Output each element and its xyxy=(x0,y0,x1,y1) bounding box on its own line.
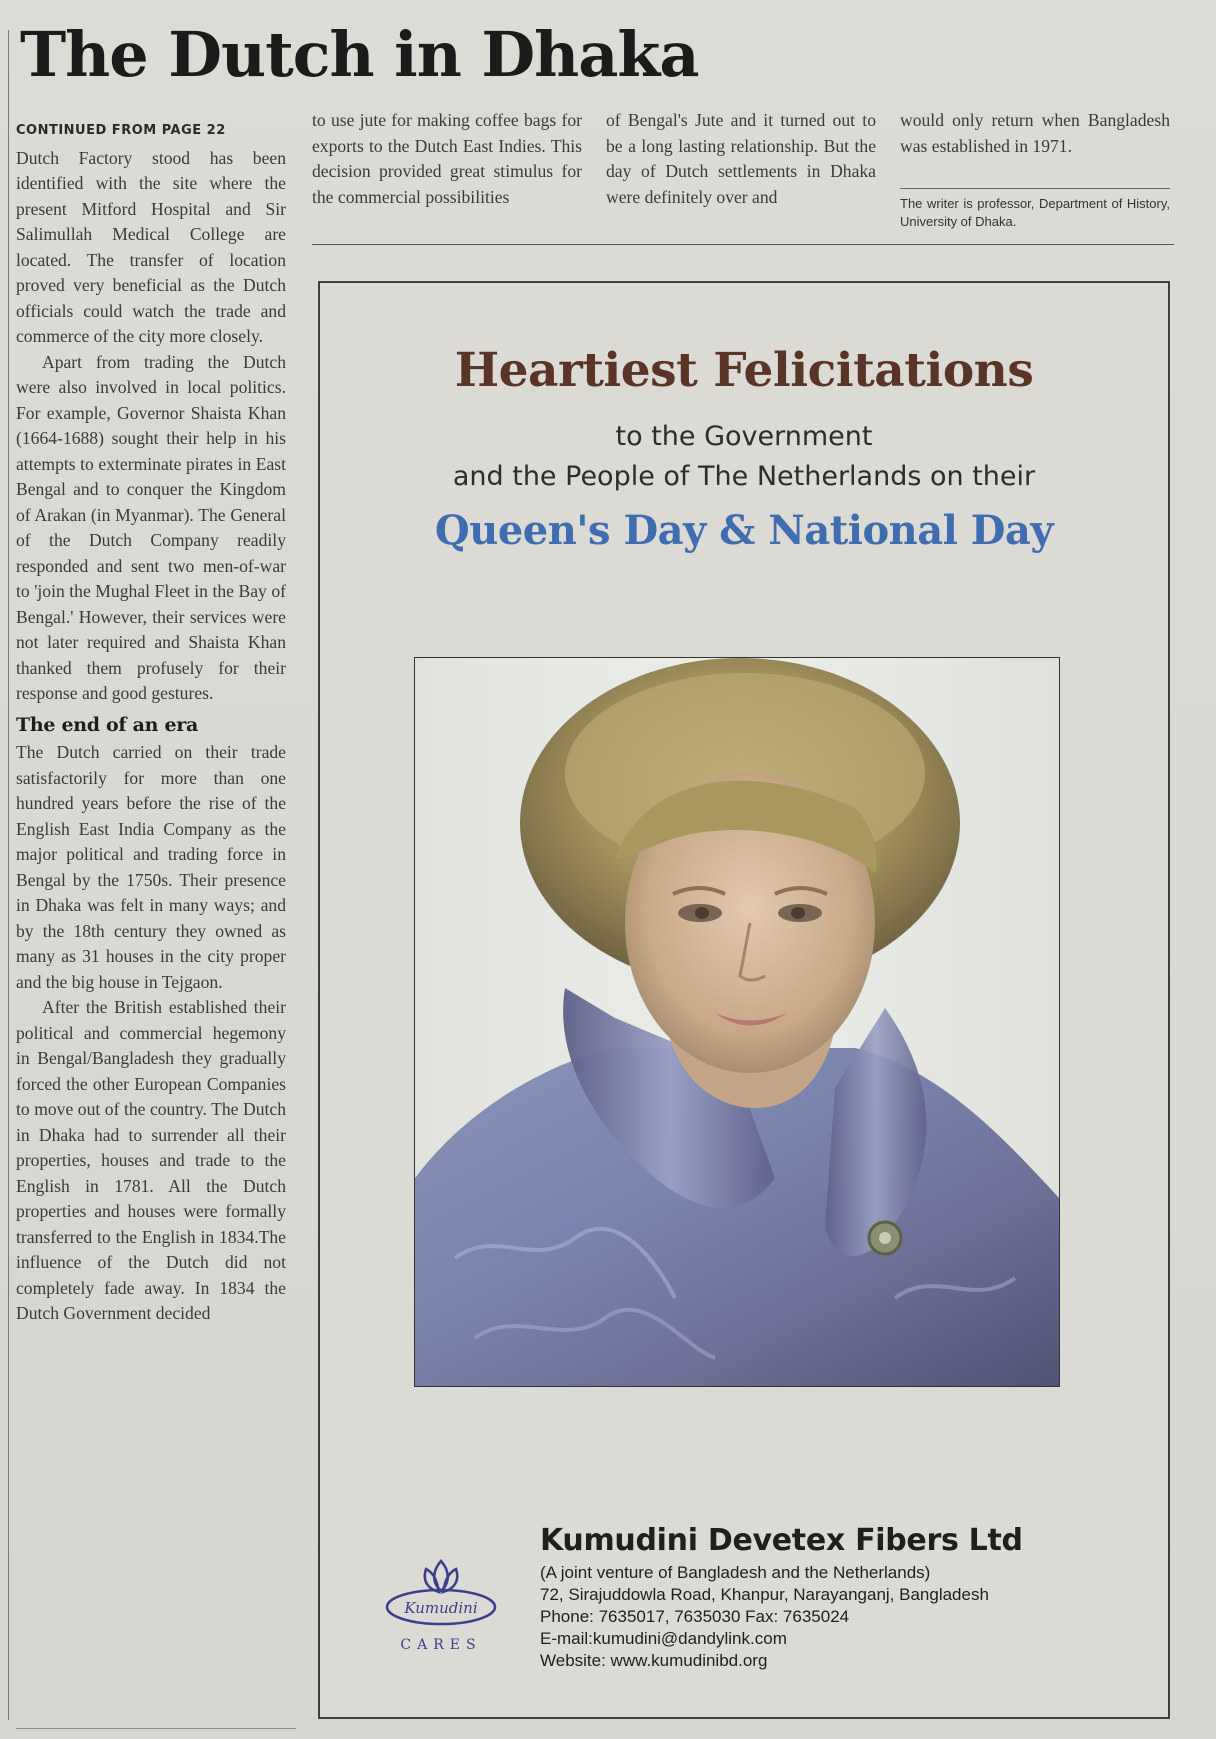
article-paragraph: After the British established their political and commercial hegemony in Bengal/Bangladesh they gradually forced the other European Companies to move out of the country. The Dutch in Dhaka had to surrender all their properties, houses and trade to the English in 1781. All the Dutch properties and houses were formally transferred to the English in 1834.The influence of the Dutch did not completely fade away. In 1834 the Dutch Government decided xyxy=(16,997,286,1323)
article-column-2 xyxy=(312,108,582,210)
article-column-3 xyxy=(606,108,876,210)
article-column-4 xyxy=(900,108,1170,159)
article-paragraph: The Dutch carried on their trade satisfactorily for more than one hundred years before the rise of the English East India Company as the major political and trading force in Bengal by the 1750s. Their presence in Dhaka was felt in many ways; and by the 18th century they owned as many as 31 houses in the city proper and the big house in Tejgaon. xyxy=(16,742,286,992)
logo-tagline-text: CARES xyxy=(400,1637,482,1653)
company-logo xyxy=(382,1553,500,1663)
article-paragraph: Apart from trading the Dutch were also involved in local politics. For example, Governor Shaista Khan (1664-1688) sought their help in his attempts to exterminate pirates in East Bengal and to conquer the Kingdom of Arakan (in Myanmar). The General of the Dutch Company readily responded and sent two men-of-war to 'join the Mughal Fleet in the Bay of Bengal.' However, their services were not later required and Shaista Khan thanked them profusely for their response and good gestures. xyxy=(16,351,286,703)
article-paragraph: to use jute for making coffee bags for exports to the Dutch East Indies. This decision provided great stimulus for the commercial possibilities xyxy=(312,110,582,207)
advertisement-box xyxy=(318,281,1170,1719)
article-paragraph: would only return when Bangladesh was established in 1971. xyxy=(900,110,1170,156)
article-column-1 xyxy=(16,118,286,1327)
ad-headline: Heartiest Felicitations xyxy=(454,343,1034,398)
article-headline: The Dutch in Dhaka xyxy=(20,18,699,91)
company-website: Website: www.kumudinibd.org xyxy=(540,1651,768,1670)
company-email: E-mail:kumudini@dandylink.com xyxy=(540,1629,787,1648)
company-details xyxy=(540,1523,1140,1672)
writer-note: The writer is professor, Department of History, University of Dhaka. xyxy=(900,188,1170,231)
article-paragraph: of Bengal's Jute and it turned out to be a long lasting relationship. But the day of Dutch settlements in Dhaka were definitely over and xyxy=(606,110,876,207)
company-address: 72, Sirajuddowla Road, Khanpur, Narayanganj, Bangladesh xyxy=(540,1585,989,1604)
logo-brand-text: Kumudini xyxy=(404,1599,478,1617)
lotus-icon xyxy=(425,1561,457,1592)
company-name: Kumudini Devetex Fibers Ltd xyxy=(540,1523,1023,1558)
column-rule xyxy=(8,30,9,1720)
column-bottom-rule xyxy=(16,1728,296,1729)
queen-portrait-photo xyxy=(414,657,1060,1387)
ad-subline-1: to the Government xyxy=(615,421,873,452)
company-phone: Phone: 7635017, 7635030 Fax: 7635024 xyxy=(540,1607,850,1626)
article-subhead: The end of an era xyxy=(16,713,198,736)
ad-subline-2: and the People of The Netherlands on their xyxy=(452,461,1036,492)
section-divider xyxy=(312,244,1174,245)
company-subtitle: (A joint venture of Bangladesh and the Netherlands) xyxy=(540,1563,931,1582)
article-paragraph: Dutch Factory stood has been identified with the site where the present Mitford Hospital and Sir Salimullah Medical College are located. The transfer of location proved very beneficial as the Dutch officials could watch the trade and commerce of the city more closely. xyxy=(16,147,286,346)
ad-occasion: Queen's Day & National Day xyxy=(434,507,1054,554)
continued-from-label: CONTINUED FROM PAGE 22 xyxy=(16,123,226,138)
